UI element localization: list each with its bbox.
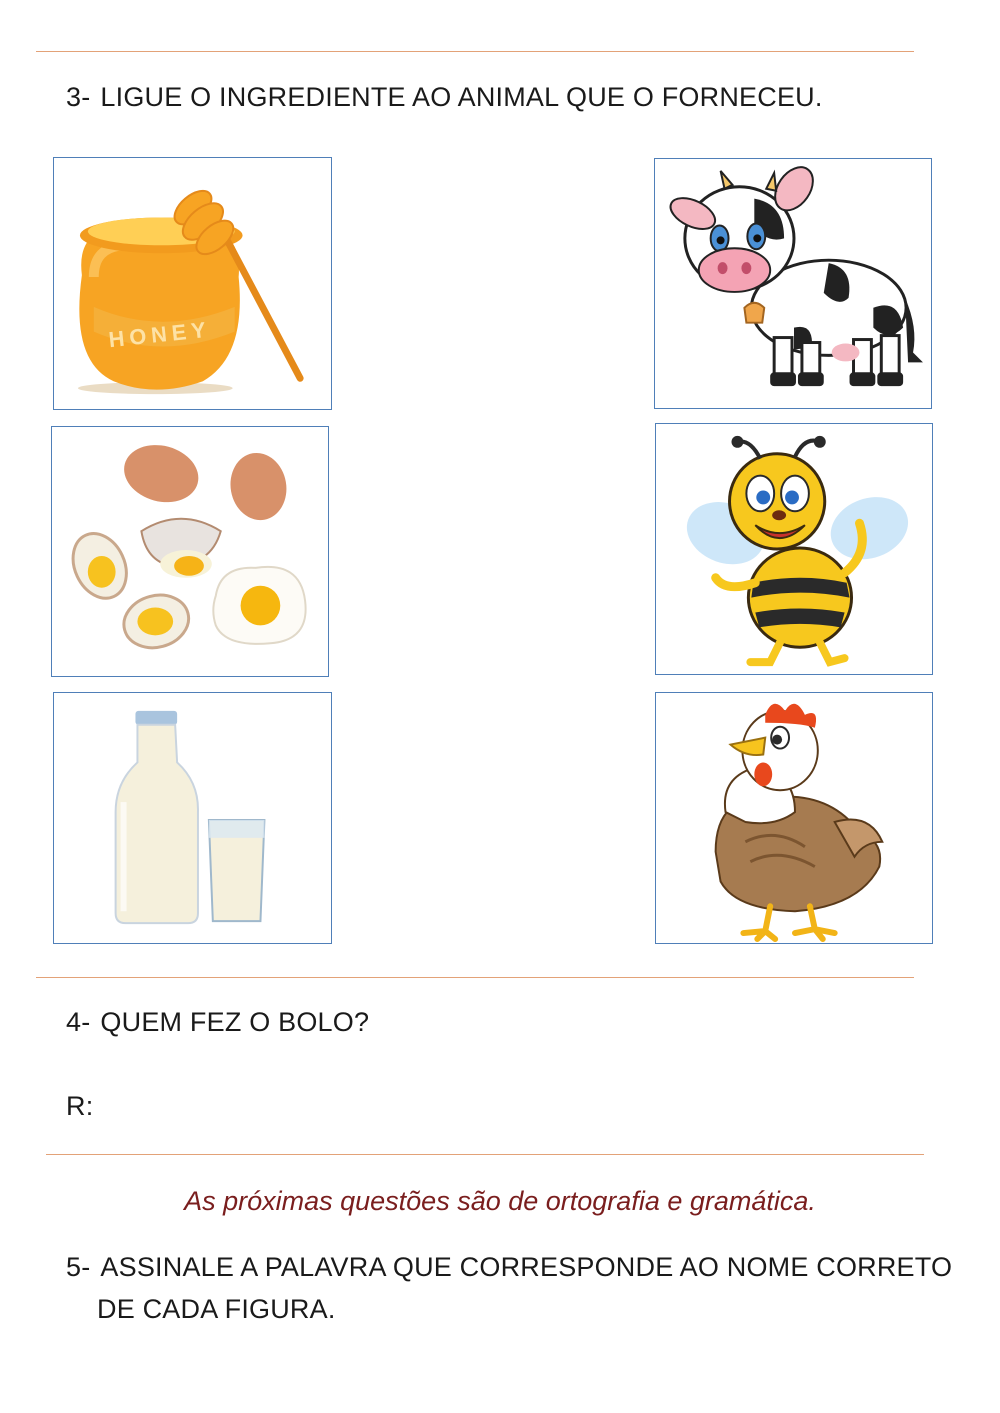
question-4-text: QUEM FEZ O BOLO? bbox=[100, 1007, 370, 1037]
top-divider bbox=[36, 51, 914, 52]
question-4 bbox=[66, 1007, 369, 1038]
hen-icon bbox=[656, 693, 932, 943]
honey-pot-icon bbox=[54, 158, 331, 409]
answer-area[interactable] bbox=[105, 1088, 905, 1124]
question-5-line1: ASSINALE A PALAVRA QUE CORRESPONDE AO NOME CORRETO bbox=[100, 1252, 953, 1282]
answer-label: R: bbox=[66, 1091, 94, 1121]
question-5-line2: DE CADA FIGURA. bbox=[97, 1294, 336, 1324]
section-note: As próximas questões são de ortografia e gramática. bbox=[184, 1186, 816, 1216]
animal-hen-card[interactable] bbox=[655, 692, 933, 944]
ingredient-honey-card[interactable] bbox=[53, 157, 332, 410]
animal-bee-card[interactable] bbox=[655, 423, 933, 675]
animal-cow-card[interactable] bbox=[654, 158, 932, 409]
honey-pot-label: HONEY bbox=[107, 316, 212, 353]
ingredient-eggs-card[interactable] bbox=[51, 426, 329, 677]
question-5 bbox=[66, 1252, 952, 1283]
bee-icon bbox=[656, 424, 932, 674]
question-3-text: LIGUE O INGREDIENTE AO ANIMAL QUE O FORNECEU. bbox=[100, 82, 823, 112]
question-3 bbox=[66, 82, 823, 113]
question-3-number: 3- bbox=[66, 82, 91, 112]
eggs-icon bbox=[52, 427, 328, 676]
question-4-number: 4- bbox=[66, 1007, 91, 1037]
question-5-number: 5- bbox=[66, 1252, 91, 1282]
ingredient-milk-card[interactable] bbox=[53, 692, 332, 944]
cow-icon bbox=[655, 159, 931, 408]
lower-divider bbox=[46, 1154, 924, 1155]
middle-divider bbox=[36, 977, 914, 978]
milk-icon bbox=[54, 693, 331, 943]
